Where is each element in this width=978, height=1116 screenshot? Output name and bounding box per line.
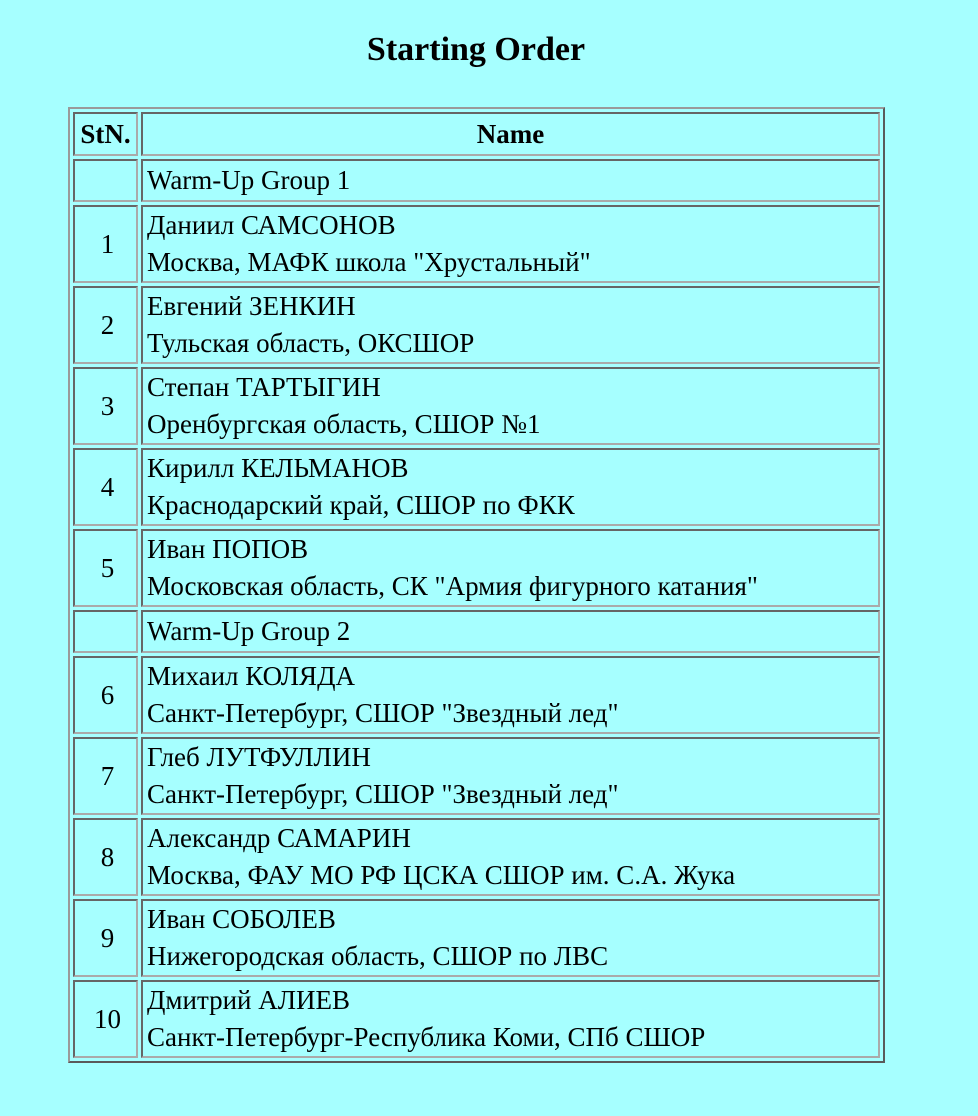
skater-name: Иван ПОПОВ: [147, 534, 309, 564]
skater-name: Александр САМАРИН: [147, 823, 411, 853]
warm-up-group-label: Warm-Up Group 2: [141, 610, 880, 653]
start-number-cell: 1: [73, 205, 138, 283]
skater-club: Оренбургская область, СШОР №1: [147, 409, 541, 439]
starting-order-table: [68, 107, 885, 1063]
skater-row: [73, 286, 880, 364]
table-body: [73, 159, 880, 1058]
start-number-cell: 3: [73, 367, 138, 445]
start-number-cell: 4: [73, 448, 138, 526]
skater-name: Евгений ЗЕНКИН: [147, 291, 356, 321]
skater-row: [73, 818, 880, 896]
skater-cell: [141, 899, 880, 977]
column-header-start-number: StN.: [73, 112, 138, 156]
skater-row: [73, 205, 880, 283]
start-number-cell: 7: [73, 737, 138, 815]
skater-row: [73, 656, 880, 734]
skater-name: Михаил КОЛЯДА: [147, 661, 355, 691]
skater-cell: [141, 286, 880, 364]
start-number-cell: 5: [73, 529, 138, 607]
skater-club: Санкт-Петербург-Республика Коми, СПб СШОР: [147, 1022, 706, 1052]
skater-club: Санкт-Петербург, СШОР "Звездный лед": [147, 698, 619, 728]
page-title: Starting Order: [366, 31, 586, 68]
skater-cell: [141, 367, 880, 445]
skater-club: Санкт-Петербург, СШОР "Звездный лед": [147, 779, 619, 809]
skater-name: Дмитрий АЛИЕВ: [147, 985, 351, 1015]
skater-cell: [141, 737, 880, 815]
skater-club: Нижегородская область, СШОР по ЛВС: [147, 941, 609, 971]
start-number-cell: 10: [73, 980, 138, 1058]
start-number-cell: [73, 610, 138, 653]
table-header-row: [73, 112, 880, 156]
start-number-cell: 8: [73, 818, 138, 896]
skater-name: Кирилл КЕЛЬМАНОВ: [147, 453, 409, 483]
warm-up-group-row: [73, 610, 880, 653]
start-number-cell: 9: [73, 899, 138, 977]
column-header-name: Name: [141, 112, 880, 156]
skater-cell: [141, 448, 880, 526]
skater-club: Москва, МАФК школа "Хрустальный": [147, 247, 591, 277]
skater-row: [73, 899, 880, 977]
skater-cell: [141, 529, 880, 607]
skater-cell: [141, 818, 880, 896]
skater-cell: [141, 980, 880, 1058]
start-number-cell: 2: [73, 286, 138, 364]
skater-name: Глеб ЛУТФУЛЛИН: [147, 742, 371, 772]
skater-row: [73, 980, 880, 1058]
skater-cell: [141, 205, 880, 283]
skater-row: [73, 448, 880, 526]
skater-row: [73, 367, 880, 445]
skater-club: Краснодарский край, СШОР по ФКК: [147, 490, 575, 520]
skater-club: Москва, ФАУ МО РФ ЦСКА СШОР им. С.А. Жука: [147, 860, 736, 890]
skater-row: [73, 529, 880, 607]
skater-club: Московская область, СК "Армия фигурного катания": [147, 571, 758, 601]
warm-up-group-row: [73, 159, 880, 202]
start-number-cell: [73, 159, 138, 202]
start-number-cell: 6: [73, 656, 138, 734]
skater-row: [73, 737, 880, 815]
warm-up-group-label: Warm-Up Group 1: [141, 159, 880, 202]
skater-name: Иван СОБОЛЕВ: [147, 904, 336, 934]
skater-name: Даниил САМСОНОВ: [147, 210, 396, 240]
skater-cell: [141, 656, 880, 734]
skater-club: Тульская область, ОКСШОР: [147, 328, 475, 358]
skater-name: Степан ТАРТЫГИН: [147, 372, 381, 402]
